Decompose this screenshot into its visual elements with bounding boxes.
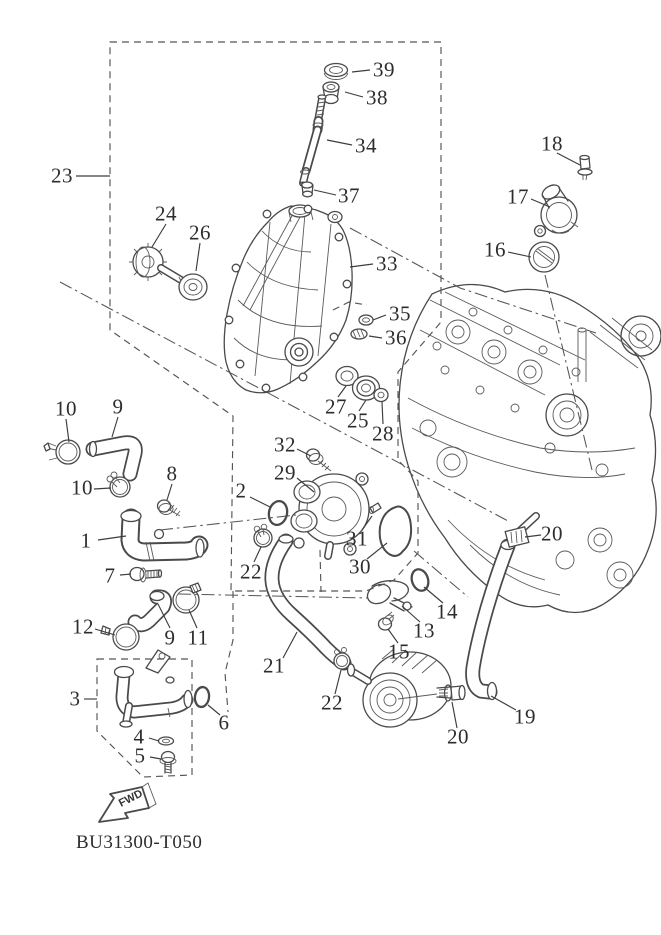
callout-clamp-10-top: 10 — [55, 396, 77, 421]
callout-seal-27: 27 — [325, 394, 347, 419]
leader-oring-6 — [208, 705, 220, 715]
callout-bolt-18: 18 — [541, 131, 563, 156]
dashed-enclosure-2 — [320, 550, 321, 592]
leader-clamp-22-top — [254, 547, 261, 562]
callout-clamp-10-mid: 10 — [71, 475, 93, 500]
leader-oring-14 — [424, 587, 443, 603]
callout-hose-9-bottom: 9 — [164, 625, 176, 650]
upper-hoses-art — [44, 440, 135, 497]
leader-clamp-22-bottom — [335, 670, 341, 694]
chain-line-2 — [160, 515, 296, 530]
callout-bolt-20-bottom: 20 — [447, 724, 469, 749]
leader-bolt-20-bottom — [452, 702, 457, 728]
outlet-pipe-art — [364, 567, 431, 630]
callout-housing-17: 17 — [507, 184, 529, 209]
leader-seal-26 — [196, 243, 200, 271]
construction-lines — [60, 42, 596, 777]
callout-spring-36: 36 — [385, 325, 407, 350]
dashed-enclosure-1 — [225, 591, 233, 712]
leader-washer-4 — [149, 738, 159, 741]
pump-shaft-stack-art — [300, 64, 348, 197]
leader-seal-28 — [382, 402, 383, 424]
callout-outlet-pipe-13: 13 — [413, 618, 435, 643]
leader-bolt-5 — [150, 757, 161, 759]
callout-hose-9-top: 9 — [112, 394, 124, 419]
leader-collar-37 — [314, 190, 336, 195]
callout-clamp-20-top: 20 — [541, 521, 563, 546]
main-hose-art — [121, 500, 272, 582]
callout-oring-2: 2 — [235, 478, 247, 503]
engine-block-art — [399, 284, 661, 612]
leader-spring-36 — [369, 336, 382, 338]
leader-impeller-24 — [152, 224, 166, 247]
leader-cover-33 — [350, 264, 373, 267]
water-pump-cover-art — [224, 205, 352, 393]
callout-bolt-5: 5 — [134, 743, 146, 768]
leader-bolt-8 — [167, 484, 172, 500]
impeller-art — [129, 243, 207, 300]
leader-shaft-34 — [327, 140, 352, 145]
callout-washer-4: 4 — [133, 724, 145, 749]
leader-bolt-18 — [557, 153, 580, 165]
callout-gasket-30: 30 — [349, 554, 371, 579]
leader-bearing-25 — [359, 400, 366, 411]
callout-shaft-34: 34 — [355, 133, 377, 158]
callout-bearing-25: 25 — [347, 408, 369, 433]
callout-bolt-15: 15 — [388, 639, 410, 664]
callout-pipe-3: 3 — [69, 686, 81, 711]
callout-bolt-8: 8 — [166, 461, 178, 486]
leader-bushing-38 — [345, 92, 363, 97]
leader-hose-9-top — [112, 417, 118, 437]
callout-clamp-12: 12 — [72, 614, 94, 639]
callout-pin-31: 31 — [346, 526, 368, 551]
callout-hose-19: 19 — [514, 704, 536, 729]
leader-seal-cap-39 — [352, 70, 370, 72]
leader-oring-2 — [250, 497, 270, 507]
callout-oring-14: 14 — [436, 599, 458, 624]
callout-pump-assembly-23: 23 — [51, 163, 73, 188]
leader-washer-35 — [373, 315, 386, 320]
leader-seal-27 — [338, 386, 346, 397]
leader-lines — [66, 70, 580, 759]
dashed-enclosure-3 — [97, 659, 192, 777]
chain-line-4 — [545, 275, 592, 470]
leader-bolt-7 — [120, 574, 131, 575]
callout-hose-1: 1 — [80, 528, 92, 553]
leader-clamp-10-mid — [94, 488, 111, 489]
callout-cover-33: 33 — [376, 251, 398, 276]
fwd-arrow — [99, 783, 156, 822]
callout-clamp-22-bottom: 22 — [321, 690, 343, 715]
leader-outlet-pipe-13 — [402, 606, 420, 622]
drawing-code: BU31300-T050 — [76, 832, 203, 853]
leader-thermostat-16 — [508, 252, 531, 257]
callout-bolt-7: 7 — [104, 563, 116, 588]
callout-bushing-38: 38 — [366, 85, 388, 110]
callout-seal-28: 28 — [372, 421, 394, 446]
leader-clamp-10-top — [66, 419, 69, 442]
callout-clamp-11: 11 — [187, 625, 209, 650]
oil-cooler-art — [272, 535, 465, 727]
callout-hose-21: 21 — [263, 653, 285, 678]
callout-oring-6: 6 — [218, 710, 230, 735]
fwd-label: FWD — [116, 787, 145, 810]
lower-left-pipes-art — [101, 583, 210, 773]
callout-seal-26: 26 — [189, 220, 211, 245]
leader-clamp-11 — [189, 610, 197, 628]
thermostat-art — [529, 156, 592, 273]
chain-line-1 — [350, 228, 596, 333]
callout-clamp-22-top: 22 — [240, 559, 262, 584]
callout-washer-35: 35 — [389, 301, 411, 326]
callout-seal-cap-39: 39 — [373, 57, 395, 82]
callout-bolt-32: 32 — [274, 432, 296, 457]
callout-pump-housing-29: 29 — [274, 460, 296, 485]
callout-impeller-24: 24 — [155, 201, 177, 226]
leader-bolt-15 — [388, 629, 398, 643]
callout-thermostat-16: 16 — [484, 237, 506, 262]
callout-collar-37: 37 — [338, 183, 360, 208]
leader-gasket-30 — [367, 543, 387, 559]
leader-hose-21 — [283, 632, 297, 658]
return-hose-art — [473, 516, 536, 700]
leader-hose-19 — [491, 696, 516, 710]
